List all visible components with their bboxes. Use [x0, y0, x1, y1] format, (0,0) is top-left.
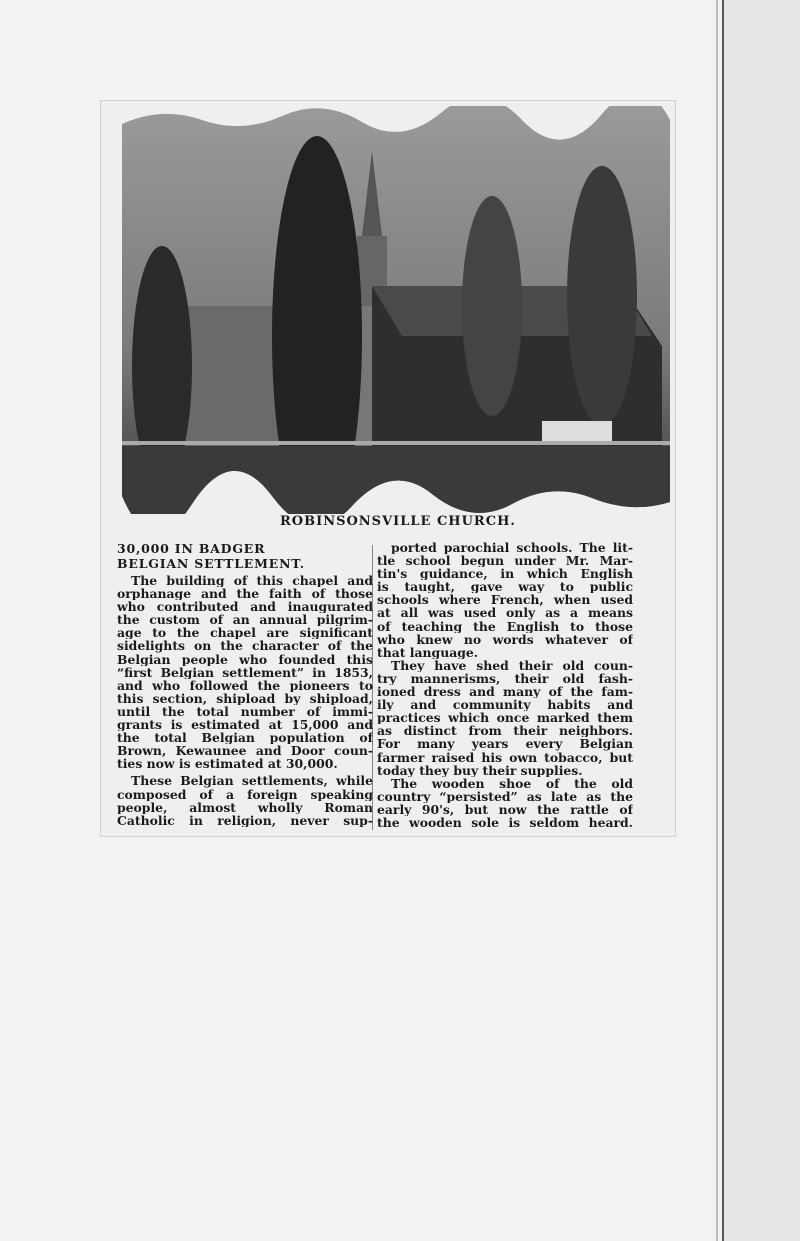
- church-photograph: [122, 106, 670, 514]
- text-line: at all was used only as a means: [377, 606, 633, 620]
- page-edge: [722, 0, 800, 1241]
- text-line: ily and community habits and: [377, 698, 633, 712]
- text-line: composed of a foreign speaking: [117, 787, 373, 801]
- paragraph: [117, 574, 373, 770]
- text-line: people, almost wholly Roman: [117, 800, 373, 814]
- article-column-1: [117, 541, 373, 827]
- text-line: and who followed the pioneers to: [117, 678, 373, 692]
- paragraph: [117, 774, 373, 826]
- text-line: tin's guidance, in which English: [377, 567, 633, 581]
- text-line: who knew no words whatever of: [377, 632, 633, 646]
- text-line: the total Belgian population of: [117, 731, 373, 745]
- text-line: The wooden shoe of the old: [391, 776, 633, 790]
- text-line: schools where French, when used: [377, 593, 633, 607]
- text-line: farmer raised his own tobacco, but: [377, 750, 633, 764]
- text-line: age to the chapel are significant: [117, 626, 373, 640]
- headline-line: 30,000 IN BADGER: [117, 541, 266, 556]
- text-line: “first Belgian settlement” in 1853,: [117, 665, 373, 679]
- page-edge-shadow: [716, 0, 718, 1241]
- text-line: early 90's, but now the rattle of: [377, 802, 633, 816]
- photo-caption: ROBINSONSVILLE CHURCH.: [280, 514, 516, 529]
- text-line: as distinct from their neighbors.: [377, 724, 633, 738]
- paragraph: [377, 659, 633, 777]
- headline-line: BELGIAN SETTLEMENT.: [117, 556, 305, 571]
- paragraph: [377, 777, 633, 829]
- text-line: try mannerisms, their old fash-: [377, 671, 633, 686]
- text-line: Brown, Kewaunee and Door coun-: [117, 744, 373, 758]
- text-line: Belgian people who founded this: [117, 652, 373, 666]
- text-line: They have shed their old coun-: [391, 658, 633, 672]
- text-line: ported parochial schools. The lit-: [391, 541, 633, 555]
- text-line: The building of this chapel and: [131, 574, 373, 588]
- text-line: the custom of an annual pilgrim-: [117, 613, 373, 627]
- paragraph: [377, 541, 633, 659]
- text-line: country “persisted” as late as the: [377, 789, 633, 803]
- text-line: ioned dress and many of the fam-: [377, 685, 633, 699]
- article-column-2: [377, 541, 633, 829]
- text-line: the wooden sole is seldom heard.: [377, 815, 633, 830]
- text-line: Catholic in religion, never sup-: [117, 813, 373, 827]
- text-line: grants is estimated at 15,000 and: [117, 718, 373, 732]
- text-line: until the total number of immi-: [117, 704, 373, 719]
- text-line: today they buy their supplies.: [377, 763, 583, 777]
- text-line: this section, shipload by shipload,: [117, 691, 373, 705]
- text-line: orphanage and the faith of those: [117, 587, 373, 601]
- text-line: of teaching the English to those: [377, 619, 633, 633]
- text-line: is taught, gave way to public: [377, 580, 633, 594]
- text-line: who contributed and inaugurated: [117, 600, 373, 614]
- text-line: that language.: [377, 645, 479, 659]
- text-line: practices which once marked them: [377, 711, 633, 725]
- text-line: tle school begun under Mr. Mar-: [377, 554, 633, 568]
- text-line: These Belgian settlements, while: [131, 774, 373, 788]
- text-line: ties now is estimated at 30,000.: [117, 757, 338, 771]
- text-line: For many years every Belgian: [377, 737, 633, 751]
- text-line: sidelights on the character of the: [117, 639, 373, 653]
